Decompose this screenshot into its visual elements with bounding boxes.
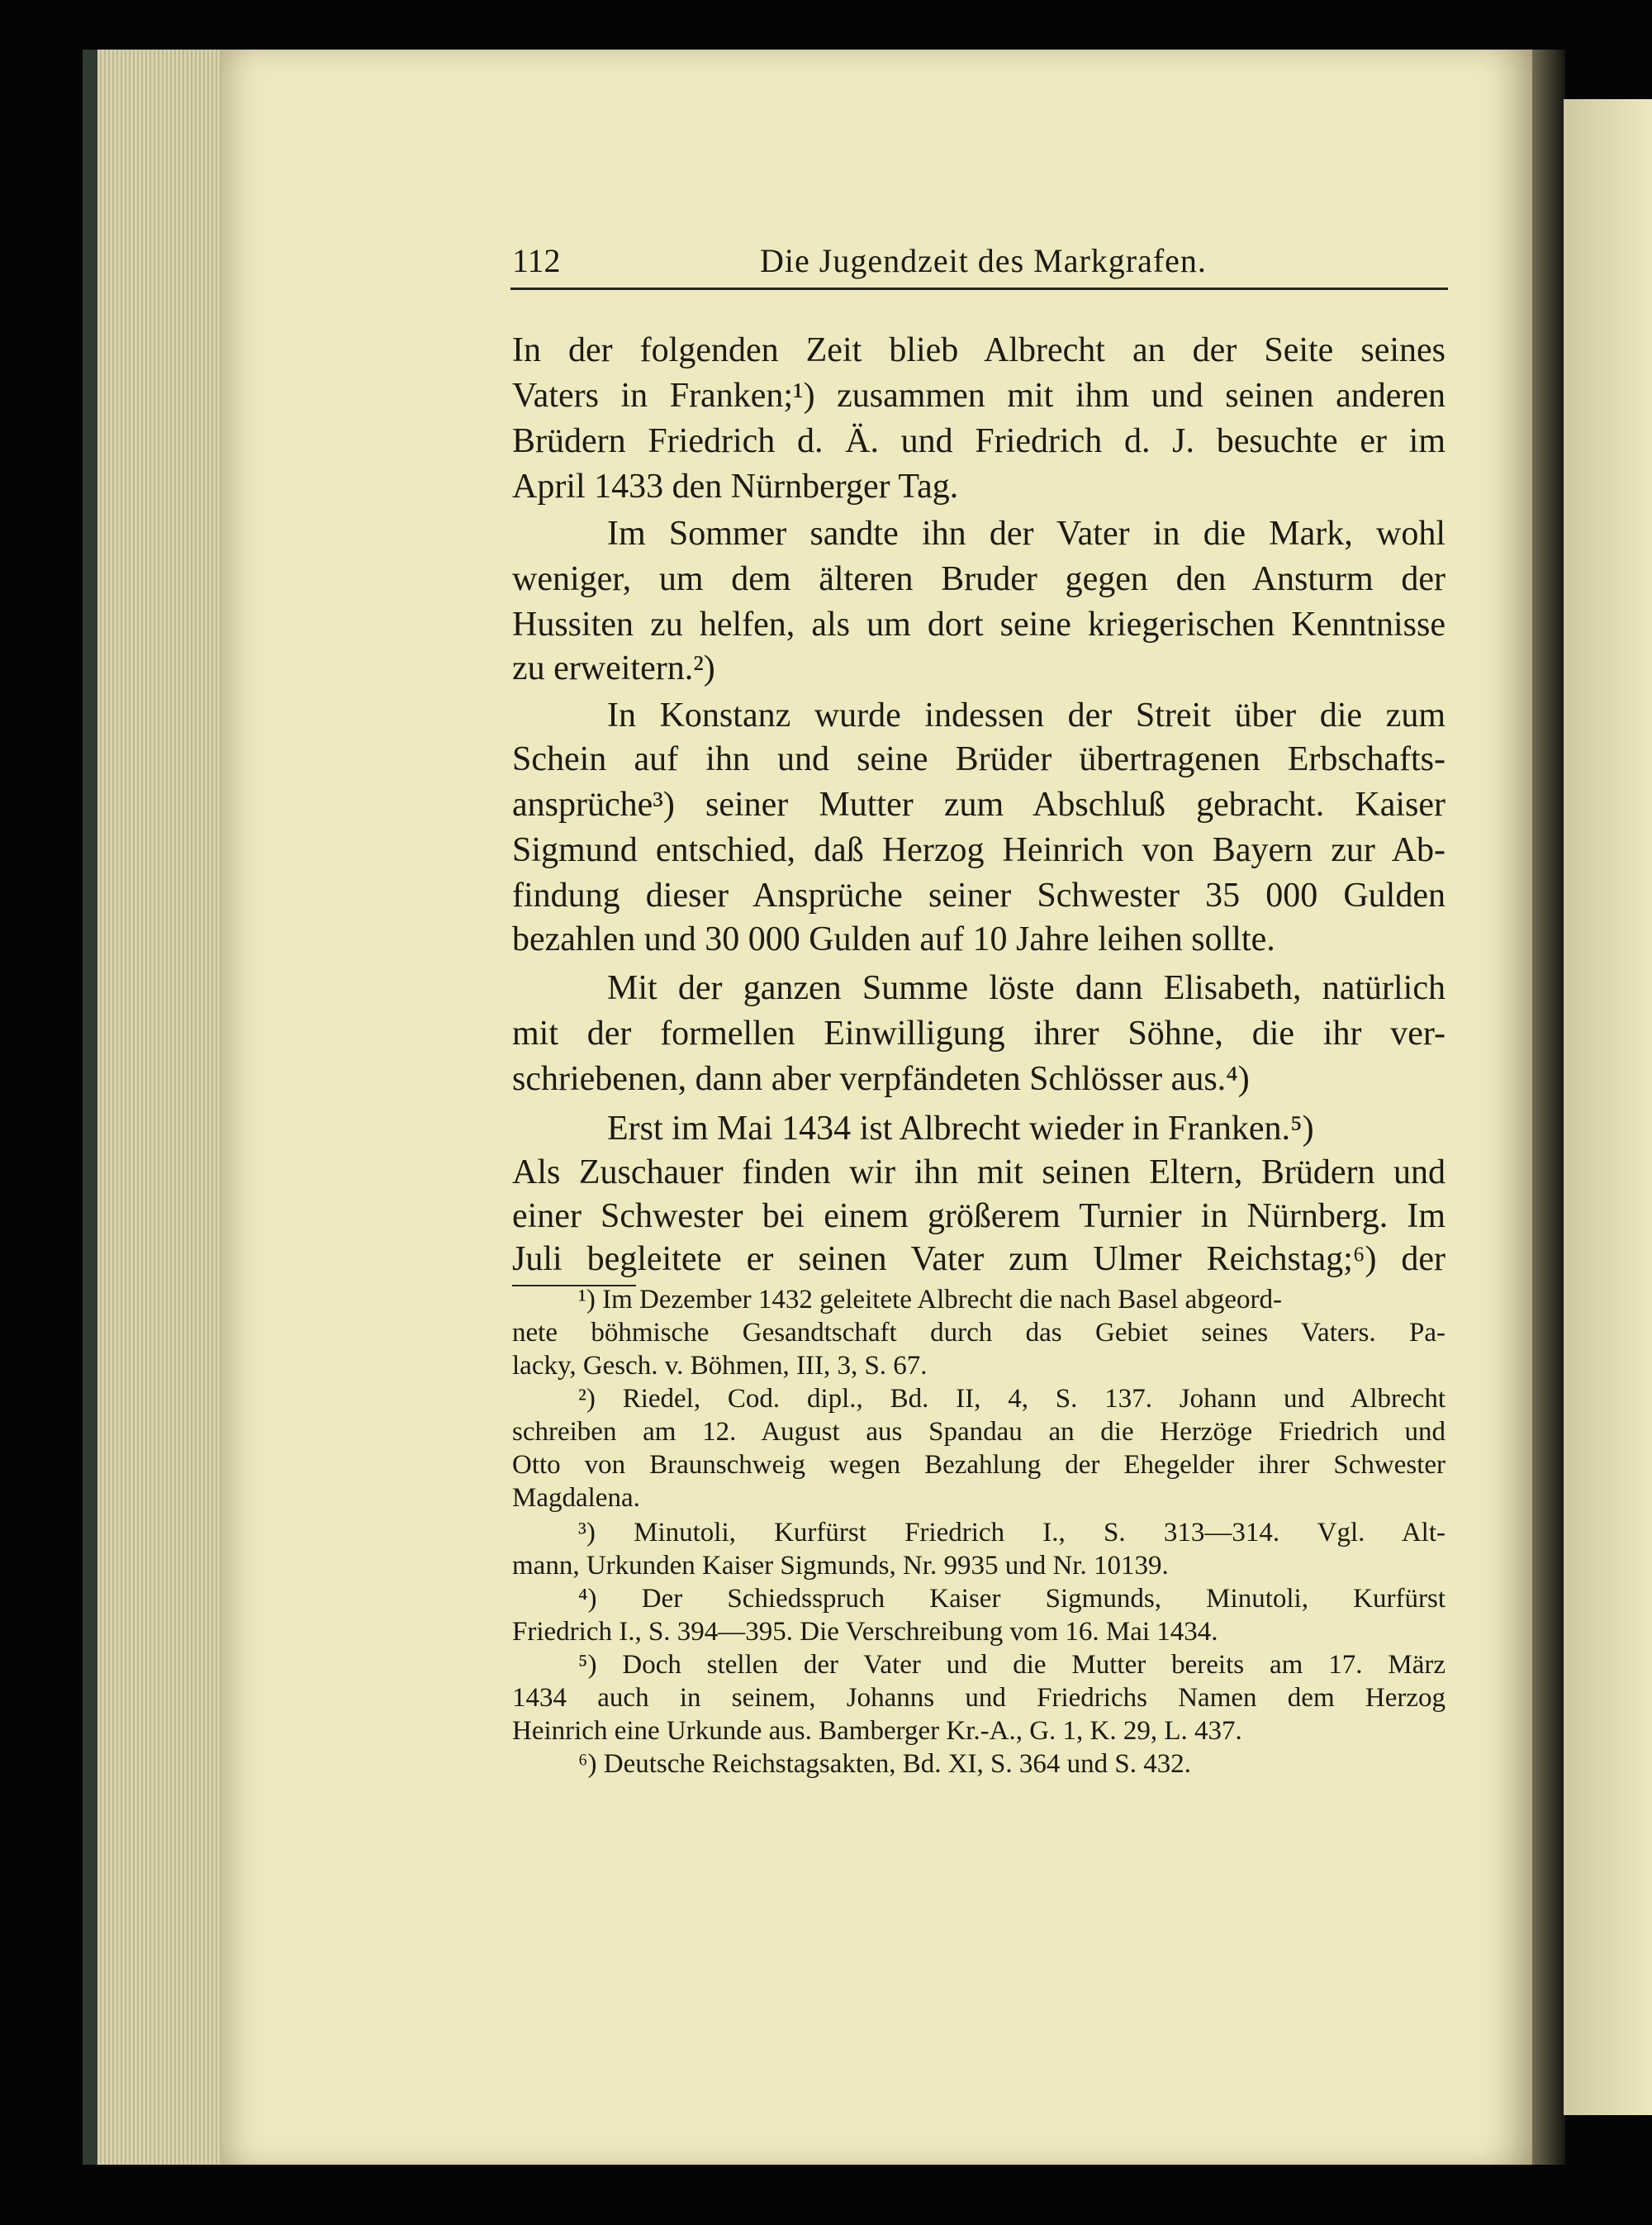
body-line: mit der formellen Einwilligung ihrer Söhne, die ihr ver- bbox=[512, 1015, 1446, 1053]
body-line: Schein auf ihn und seine Brüder übertragenen Erbschafts- bbox=[512, 740, 1446, 778]
body-line: bezahlen und 30 000 Gulden auf 10 Jahre leihen sollte. bbox=[512, 920, 1275, 958]
running-title: Die Jugendzeit des Markgrafen. bbox=[760, 242, 1207, 279]
book-gutter bbox=[1532, 50, 1565, 2165]
body-line: April 1433 den Nürnberger Tag. bbox=[512, 468, 959, 506]
body-line: In Konstanz wurde indessen der Streit über die zum bbox=[607, 697, 1446, 735]
body-line: Sigmund entschied, daß Herzog Heinrich von Bayern zur Ab- bbox=[512, 831, 1446, 869]
footnote-line: Heinrich eine Urkunde aus. Bamberger Kr.-A., G. 1, K. 29, L. 437. bbox=[512, 1716, 1242, 1746]
body-line: ansprüche³) seiner Mutter zum Abschluß gebracht. Kaiser bbox=[512, 786, 1446, 824]
body-line: Juli begleitete er seinen Vater zum Ulmer Reichstag;⁶) der bbox=[512, 1240, 1446, 1278]
body-line: schriebenen, dann aber verpfändeten Schlösser aus.⁴) bbox=[512, 1060, 1250, 1098]
footnote-line: ⁵) Doch stellen der Vater und die Mutter bereits am 17. März bbox=[578, 1650, 1446, 1680]
body-line: findung dieser Ansprüche seiner Schwester 35 000 Gulden bbox=[512, 877, 1446, 915]
body-line: Brüdern Friedrich d. Ä. und Friedrich d. J. besuchte er im bbox=[512, 422, 1446, 460]
body-line: zu erweitern.²) bbox=[512, 649, 715, 687]
footnote-line: Friedrich I., S. 394—395. Die Verschreibung vom 16. Mai 1434. bbox=[512, 1617, 1218, 1647]
body-line: Erst im Mai 1434 ist Albrecht wieder in Franken.⁵) bbox=[607, 1110, 1314, 1148]
footnote-line: mann, Urkunden Kaiser Sigmunds, Nr. 9935 und Nr. 10139. bbox=[512, 1551, 1169, 1581]
footnote-line: 1434 auch in seinem, Johanns und Friedrichs Namen dem Herzog bbox=[512, 1683, 1446, 1713]
footnote-line: schreiben am 12. August aus Spandau an die Herzöge Friedrich und bbox=[512, 1417, 1446, 1447]
footnote-line: ³) Minutoli, Kurfürst Friedrich I., S. 313—314. Vgl. Alt- bbox=[578, 1518, 1446, 1548]
body-line: Hussiten zu helfen, als um dort seine kriegerischen Kenntnisse bbox=[512, 606, 1446, 644]
body-line: In der folgenden Zeit blieb Albrecht an der Seite seines bbox=[512, 331, 1446, 369]
page-number: 112 bbox=[512, 242, 561, 279]
body-line: Im Sommer sandte ihn der Vater in die Mark, wohl bbox=[607, 515, 1446, 553]
footnote-line: ⁴) Der Schiedsspruch Kaiser Sigmunds, Minutoli, Kurfürst bbox=[578, 1584, 1446, 1614]
footnote-line: ²) Riedel, Cod. dipl., Bd. II, 4, S. 137. Johann und Albrecht bbox=[578, 1384, 1446, 1414]
body-line: Vaters in Franken;¹) zusammen mit ihm und seinen anderen bbox=[512, 377, 1446, 415]
footnote-line: Otto von Braunschweig wegen Bezahlung der Ehegelder ihrer Schwester bbox=[512, 1450, 1446, 1480]
footnote-line: nete böhmische Gesandtschaft durch das Gebiet seines Vaters. Pa- bbox=[512, 1318, 1446, 1348]
footnote-line: ¹) Im Dezember 1432 geleitete Albrecht die nach Basel abgeord- bbox=[578, 1285, 1282, 1315]
body-line: Als Zuschauer finden wir ihn mit seinen Eltern, Brüdern und bbox=[512, 1153, 1446, 1191]
body-line: weniger, um dem älteren Bruder gegen den Ansturm der bbox=[512, 560, 1446, 598]
facing-page-edge bbox=[1564, 99, 1652, 2115]
footnote-line: ⁶) Deutsche Reichstagsakten, Bd. XI, S. 364 und S. 432. bbox=[578, 1749, 1192, 1779]
footnote-line: lacky, Gesch. v. Böhmen, III, 3, S. 67. bbox=[512, 1351, 928, 1381]
footnote-line: Magdalena. bbox=[512, 1483, 640, 1513]
header-rule bbox=[510, 288, 1448, 290]
body-line: Mit der ganzen Summe löste dann Elisabeth, natürlich bbox=[607, 969, 1446, 1007]
body-line: einer Schwester bei einem größerem Turnier in Nürnberg. Im bbox=[512, 1197, 1446, 1235]
